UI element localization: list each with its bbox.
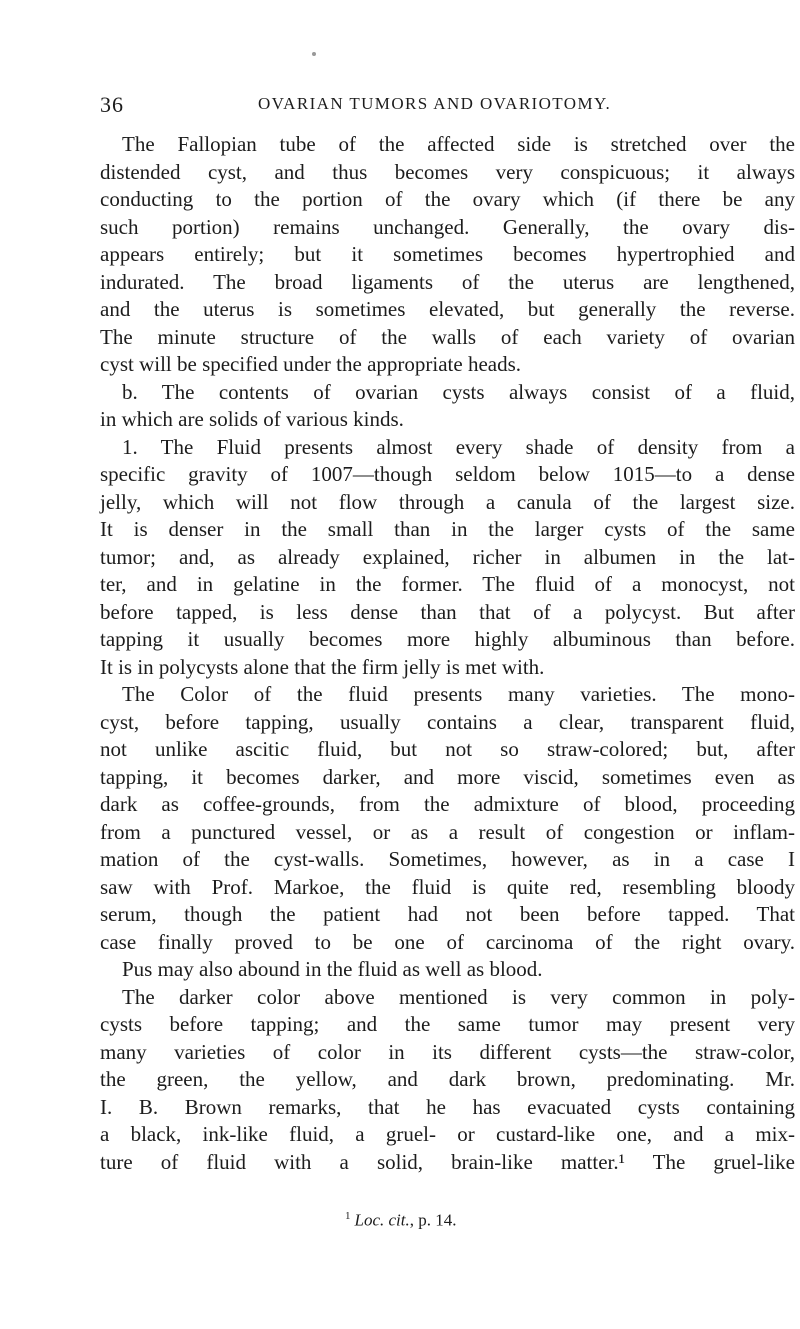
text-line: specific gravity of 1007—though seldom below 1015—to a dense <box>100 462 795 486</box>
text-line: The Color of the fluid presents many varieties. The mono- <box>122 682 795 706</box>
text-line: 1. The Fluid presents almost every shade of density from a <box>122 434 795 459</box>
text-line: conducting to the portion of the ovary which (if there be any <box>100 187 795 211</box>
footnote-marker: 1 <box>345 1210 351 1222</box>
text-line: appears entirely; but it sometimes becomes hypertrophied and <box>100 242 795 266</box>
text-line: distended cyst, and thus becomes very conspicuous; it always <box>100 159 795 184</box>
scan-speck <box>312 52 316 56</box>
text-line: tumor; and, as already explained, richer in albumen in the lat- <box>100 544 795 569</box>
text-line: not unlike ascitic fluid, but not so straw-colored; but, after <box>100 737 795 761</box>
text-line: mation of the cyst-walls. Sometimes, however, as in a case I <box>100 847 795 871</box>
text-line: The minute structure of the walls of each variety of ovarian <box>100 324 795 349</box>
running-title: OVARIAN TUMORS AND OVARIOTOMY. <box>258 94 612 113</box>
text-line: cysts before tapping; and the same tumor may present very <box>100 1012 795 1036</box>
text-line: tapping, it becomes darker, and more viscid, sometimes even as <box>100 764 795 789</box>
text-line: tapping it usually becomes more highly albuminous than before. <box>100 627 795 651</box>
text-line: cyst, before tapping, usually contains a clear, transparent fluid, <box>100 709 795 734</box>
page-number: 36 <box>100 92 124 117</box>
body-text <box>100 131 795 1176</box>
text-line: Pus may also abound in the fluid as well as blood. <box>122 957 543 981</box>
text-line: jelly, which will not flow through a canula of the largest size. <box>100 489 795 514</box>
text-line: many varieties of color in its different cysts—the straw-color, <box>100 1039 795 1064</box>
text-line: dark as coffee-grounds, from the admixture of blood, proceeding <box>100 792 795 816</box>
text-line: before tapped, is less dense than that of a polycyst. But after <box>100 599 795 624</box>
text-line: serum, though the patient had not been before tapped. That <box>100 902 795 926</box>
footnote <box>345 1210 457 1231</box>
text-line: The darker color above mentioned is very common in poly- <box>122 984 795 1009</box>
text-line: b. The contents of ovarian cysts always consist of a fluid, <box>122 379 795 404</box>
text-line: the green, the yellow, and dark brown, predominating. Mr. <box>100 1067 795 1091</box>
text-line: ture of fluid with a solid, brain-like matter.¹ The gruel-like <box>100 1149 795 1174</box>
text-line: It is in polycysts alone that the firm jelly is met with. <box>100 654 545 679</box>
text-line: cyst will be specified under the appropriate heads. <box>100 352 522 376</box>
text-line: It is denser in the small than in the larger cysts of the same <box>100 517 795 541</box>
footnote-citation: Loc. cit. <box>354 1210 410 1230</box>
text-line: ter, and in gelatine in the former. The fluid of a monocyst, not <box>100 572 795 596</box>
text-line: a black, ink-like fluid, a gruel- or custard-like one, and a mix- <box>100 1122 795 1146</box>
text-line: indurated. The broad ligaments of the uterus are lengthened, <box>100 269 795 294</box>
text-line: saw with Prof. Markoe, the fluid is quite red, resembling bloody <box>100 874 795 899</box>
text-line: case finally proved to be one of carcinoma of the right ovary. <box>100 929 795 954</box>
text-line: such portion) remains unchanged. Generally, the ovary dis- <box>100 214 795 239</box>
text-line: and the uterus is sometimes elevated, but generally the reverse. <box>100 297 795 321</box>
text-line: in which are solids of various kinds. <box>100 407 404 431</box>
text-line: I. B. Brown remarks, that he has evacuated cysts containing <box>100 1094 795 1119</box>
footnote-page-ref: , p. 14. <box>409 1210 457 1230</box>
text-line: from a punctured vessel, or as a result of congestion or inflam- <box>100 819 795 844</box>
text-line: The Fallopian tube of the affected side is stretched over the <box>122 132 795 156</box>
running-head <box>100 92 710 122</box>
